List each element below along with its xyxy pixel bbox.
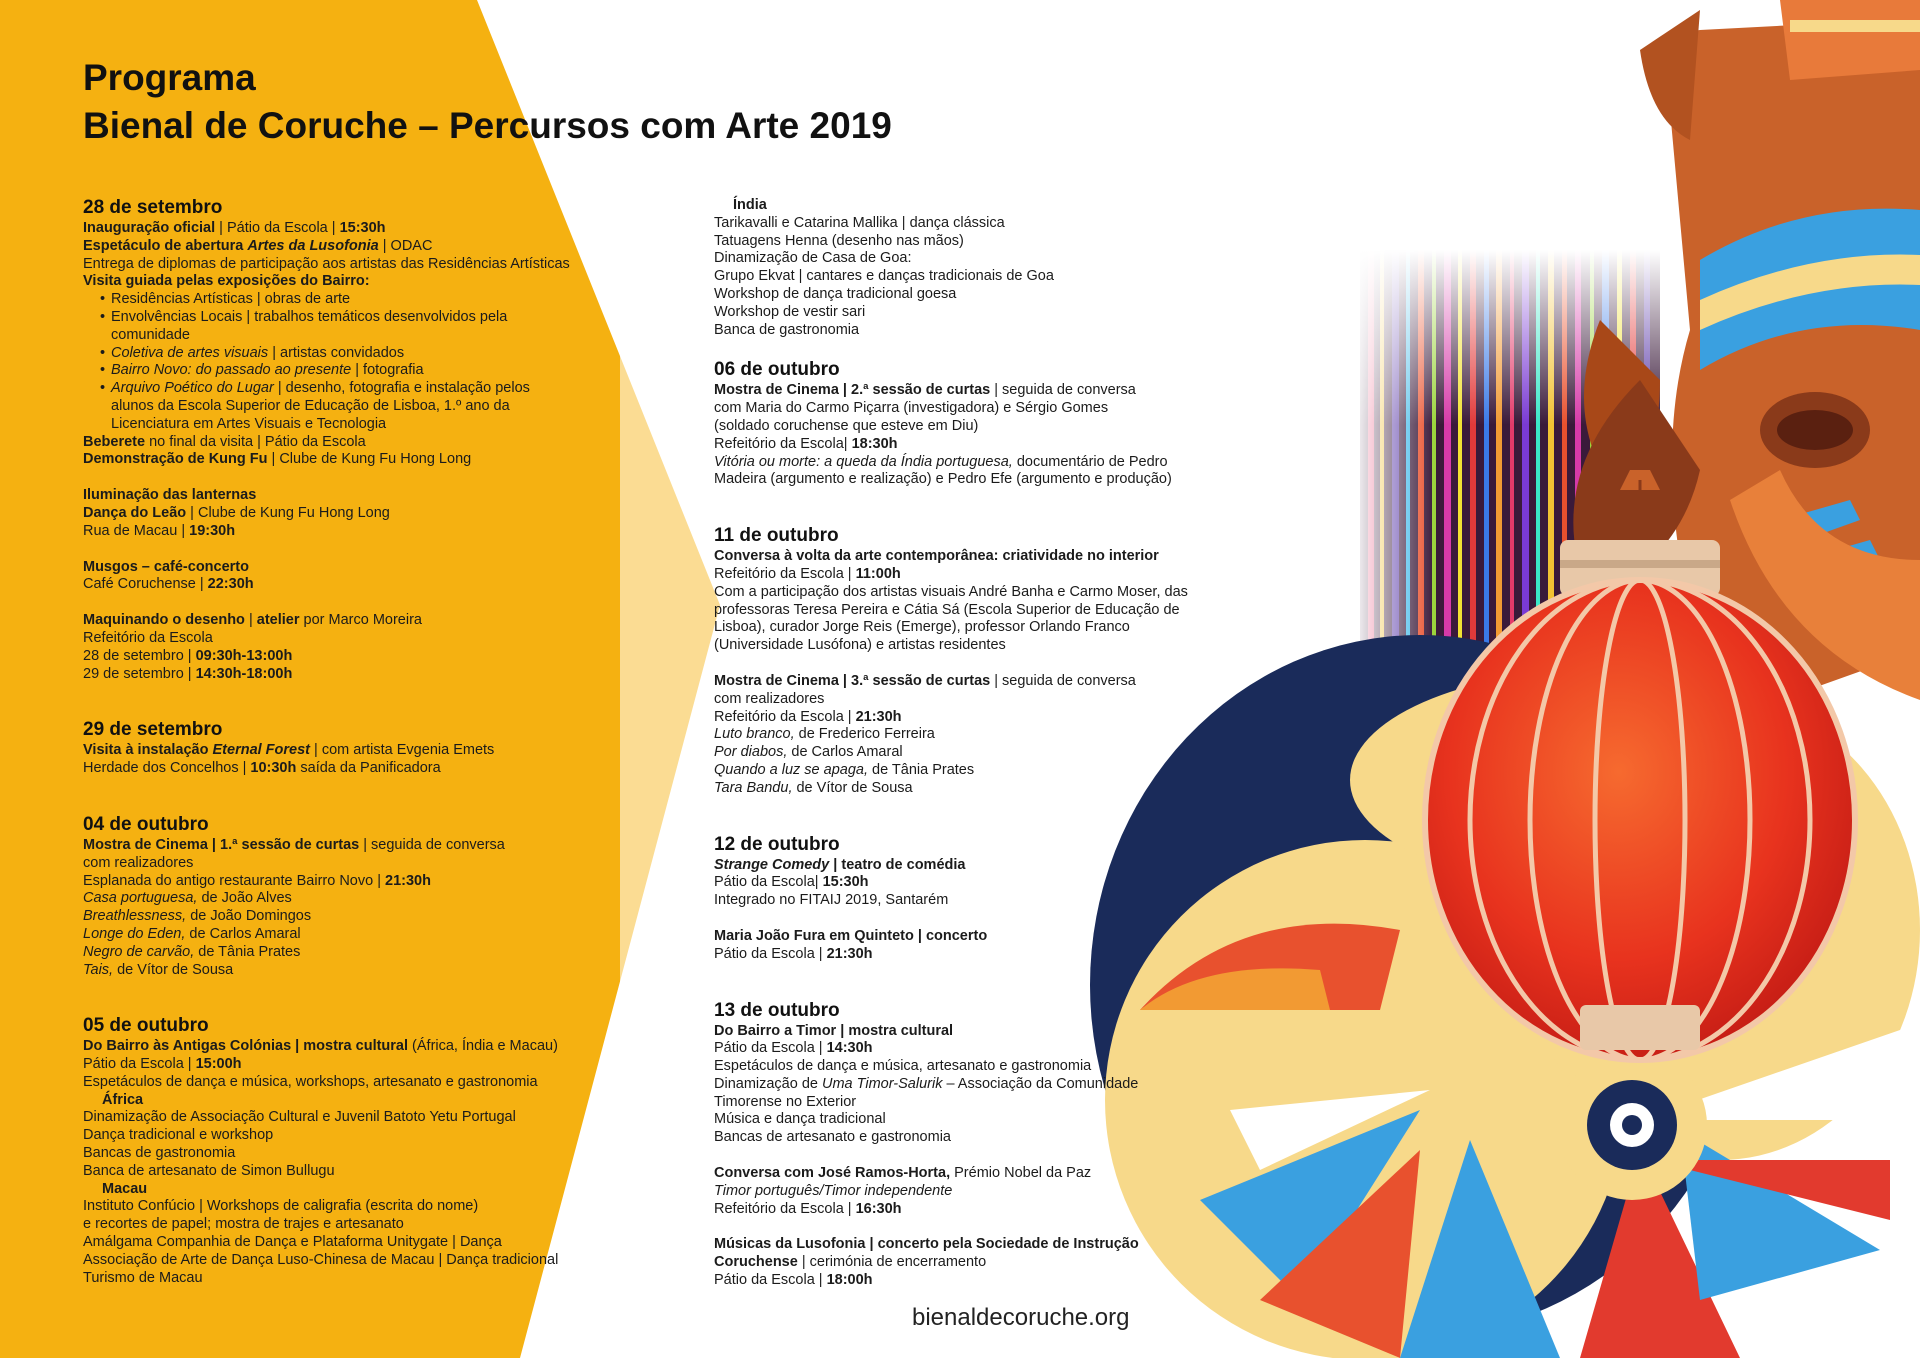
- title-line-1: Programa: [83, 57, 256, 98]
- film-title: Por diabos,: [714, 744, 788, 761]
- event-line: Tarikavalli e Catarina Mallika | dança clássica: [714, 214, 1005, 231]
- separator: |: [838, 382, 852, 399]
- event-name: Do Bairro às Antigas Colónias: [83, 1038, 292, 1055]
- separator: |: [814, 1040, 827, 1057]
- event-line: Workshop de vestir sari: [714, 303, 866, 320]
- film-title: Longe do Eden,: [83, 925, 186, 942]
- subsection-heading: África: [102, 1091, 144, 1108]
- event-detail: seguida de conversa: [1002, 382, 1136, 399]
- event-subtitle: 1.ª sessão de curtas: [220, 836, 360, 853]
- separator: |: [252, 291, 265, 308]
- event-line: Visita guiada pelas exposições do Bairro:: [83, 273, 370, 290]
- separator: |: [267, 451, 280, 468]
- film-item: [714, 744, 1214, 762]
- program-column-left: [83, 197, 603, 1287]
- event-detail: com artista Evgenia Emets: [321, 742, 495, 759]
- event-name: Músicas da Lusofonia: [714, 1236, 866, 1253]
- event-line: [714, 1201, 1214, 1219]
- day-section-28-setembro: [83, 197, 603, 683]
- event-venue: Refeitório da Escola: [714, 708, 844, 725]
- event-line: [83, 523, 603, 541]
- day-section-13-outubro: [714, 1000, 1214, 1290]
- separator: |: [373, 872, 386, 889]
- event-detail: Coruchense: [714, 1254, 798, 1271]
- event-line: [83, 742, 603, 760]
- event-line: Dinamização de Uma Timor-Salurik – Associação da Comunidade: [714, 1075, 1139, 1092]
- event-name: Mostra de Cinema: [83, 836, 208, 853]
- event-type: concerto: [925, 927, 988, 944]
- event-name: Dança do Leão: [83, 504, 187, 521]
- day-heading: 06 de outubro: [714, 359, 840, 381]
- event-time: 18:00h: [826, 1272, 873, 1289]
- separator: |: [794, 268, 807, 285]
- event-date: 29 de setembro: [83, 665, 184, 682]
- separator: |: [836, 1022, 849, 1039]
- event-name: Mostra de Cinema: [714, 382, 839, 399]
- event-name: Maria João Fura em Quinteto: [714, 927, 914, 944]
- event-line: [83, 612, 603, 630]
- film-title: Breathlessness,: [83, 908, 187, 925]
- separator: |: [990, 382, 1003, 399]
- event-line: [83, 1056, 603, 1074]
- film-title: Tara Bandu,: [714, 779, 793, 796]
- separator: |: [268, 344, 280, 361]
- film-item: [83, 890, 603, 908]
- event-venue: Pátio da Escola: [714, 874, 815, 891]
- bullet-continuation: alunos da Escola Superior de Educação de Lisboa, 1.º ano da: [111, 397, 510, 414]
- film-item: [83, 908, 603, 926]
- separator: |: [327, 220, 340, 236]
- event-detail: no final da visita: [145, 433, 254, 450]
- event-detail: seguida de conversa: [371, 836, 505, 853]
- event-line: Amálgama Companhia de Dança e Plataforma Unitygate | Dança: [83, 1234, 502, 1251]
- separator: |: [913, 927, 926, 944]
- page-title: [83, 54, 892, 150]
- event-line: Com a participação dos artistas visuais André Banha e Carmo Moser, das: [714, 583, 1188, 600]
- film-director: de Vítor de Sousa: [792, 779, 913, 796]
- event-name: Mostra de Cinema: [714, 672, 839, 689]
- separator: |: [195, 1198, 207, 1215]
- event-title: Artes da Lusofonia: [247, 237, 379, 254]
- event-venue: Café Coruchense: [83, 576, 196, 593]
- event-line: Dinamização de Associação Cultural e Juvenil Batoto Yetu Portugal: [83, 1109, 516, 1126]
- film-title: Casa portuguesa,: [83, 890, 198, 907]
- event-line: [714, 382, 1214, 400]
- event-time: 15:00h: [195, 1056, 242, 1073]
- event-line: [83, 666, 603, 684]
- title-line-2: Bienal de Coruche – Percursos com Arte 2019: [83, 105, 892, 146]
- event-name: Visita à instalação: [83, 742, 213, 759]
- event-name: Espetáculo de abertura: [83, 237, 248, 254]
- event-title: Eternal Forest: [212, 742, 310, 759]
- event-detail: por Marco Moreira: [299, 612, 422, 629]
- event-line: [714, 1272, 1214, 1290]
- separator: |: [448, 1234, 460, 1251]
- event-venue: Refeitório da Escola: [714, 1200, 844, 1217]
- event-line: Workshop de dança tradicional goesa: [714, 285, 957, 302]
- film-detail: documentário de Pedro: [1012, 453, 1168, 470]
- event-detail: saída da Panificadora: [296, 760, 441, 777]
- film-title: Negro de carvão,: [83, 943, 195, 960]
- event-line: [714, 709, 1214, 727]
- event-detail: Clube de Kung Fu Hong Long: [279, 451, 472, 468]
- bullet-detail: fotografia: [363, 362, 424, 379]
- event-venue: Refeitório da Escola: [714, 435, 844, 452]
- event-venue: Refeitório da Escola: [714, 565, 844, 582]
- film-director: de Carlos Amaral: [787, 744, 903, 761]
- event-line: Iluminação das lanternas: [83, 487, 257, 504]
- bullet-detail: artistas convidados: [280, 344, 405, 361]
- film-title: Tais,: [83, 961, 114, 978]
- event-type: teatro de comédia: [841, 856, 966, 873]
- separator: |: [829, 856, 842, 873]
- event-venue: Rua de Macau: [83, 522, 178, 539]
- event-detail: Clube de Kung Fu Hong Long: [197, 504, 390, 521]
- separator: |: [865, 1236, 878, 1253]
- event-line: [714, 857, 1214, 875]
- separator: |: [797, 1254, 810, 1271]
- day-section-29-setembro: [83, 719, 603, 778]
- day-heading: 05 de outubro: [83, 1015, 209, 1037]
- separator: |: [238, 760, 251, 777]
- event-line: Refeitório da Escola: [83, 629, 213, 646]
- event-time: 21:30h: [855, 708, 902, 725]
- event-line: [83, 576, 603, 594]
- event-line: [714, 874, 1214, 892]
- day-section-06-outubro: [714, 359, 1214, 489]
- film-title: Luto branco,: [714, 726, 795, 743]
- day-heading: 13 de outubro: [714, 999, 840, 1021]
- bullet-title: Arquivo Poético do Lugar: [111, 380, 274, 397]
- separator: |: [253, 433, 265, 450]
- event-line: [714, 1040, 1214, 1058]
- separator: |: [291, 1038, 304, 1055]
- event-line: Timorense no Exterior: [714, 1093, 857, 1110]
- event-line: Dança tradicional e workshop: [83, 1127, 274, 1144]
- event-name: Conversa com José Ramos-Horta,: [714, 1165, 951, 1182]
- bullet-item: [83, 309, 603, 327]
- event-venue: Herdade dos Concelhos: [83, 760, 239, 777]
- event-line: [714, 946, 1214, 964]
- organization-name: Uma Timor-Salurik: [822, 1075, 943, 1092]
- event-time: 16:30h: [855, 1200, 902, 1217]
- film-director: de Tânia Prates: [194, 943, 301, 960]
- event-line: Espetáculos de dança e música, workshops, artesanato e gastronomia: [83, 1073, 538, 1090]
- day-heading: 28 de setembro: [83, 197, 223, 218]
- bullet-item: [83, 345, 603, 363]
- separator: |: [359, 836, 372, 853]
- event-line: [714, 566, 1214, 584]
- bullet-continuation: Licenciatura em Artes Visuais e Tecnologia: [111, 415, 387, 432]
- event-name: Maquinando o desenho: [83, 612, 245, 629]
- event-line: [83, 451, 603, 469]
- section-india: [714, 197, 1214, 339]
- film-title: Quando a luz se apaga,: [714, 761, 868, 778]
- event-line: [83, 873, 603, 891]
- event-line: com realizadores: [714, 690, 825, 707]
- event-line: [83, 1038, 603, 1056]
- separator: |: [814, 874, 823, 891]
- event-line: (soldado coruchense que esteve em Diu): [714, 417, 979, 434]
- event-time: 19:30h: [189, 522, 236, 539]
- event-venue: Pátio da Escola: [83, 1056, 184, 1073]
- bullet-item: [83, 291, 603, 309]
- separator: |: [244, 612, 257, 629]
- event-time: 14:30h: [826, 1040, 873, 1057]
- bullet-item: [83, 380, 603, 398]
- separator: |: [378, 237, 391, 254]
- day-heading: 04 de outubro: [83, 813, 209, 835]
- event-line: [83, 837, 603, 855]
- separator: |: [838, 672, 852, 689]
- event-venue: Pátio da Escola: [714, 945, 815, 962]
- event-time: 15:30h: [339, 220, 386, 236]
- event-name: Beberete: [83, 433, 146, 450]
- event-line: Espetáculos de dança e música, artesanato e gastronomia: [714, 1058, 1092, 1075]
- film-director: de Tânia Prates: [867, 761, 975, 778]
- event-detail: (África, Índia e Macau): [408, 1038, 558, 1055]
- separator: |: [186, 504, 198, 521]
- film-director: de João Alves: [197, 890, 292, 907]
- event-line: [714, 1023, 1214, 1041]
- event-time: 21:30h: [385, 872, 431, 889]
- event-line: Entrega de diplomas de participação aos artistas das Residências Artísticas: [83, 255, 570, 272]
- event-line: Tatuagens Henna (desenho nas mãos): [714, 232, 964, 249]
- event-line: Lisboa), curador Jorge Reis (Emerge), professor Orlando Franco: [714, 619, 1130, 636]
- event-date: 28 de setembro: [83, 647, 184, 664]
- separator: |: [215, 220, 227, 236]
- event-venue: Pátio da Escola: [714, 1040, 815, 1057]
- bullet-title: Bairro Novo: do passado ao presente: [111, 362, 352, 379]
- event-line: com Maria do Carmo Piçarra (investigadora) e Sérgio Gomes: [714, 400, 1109, 417]
- event-line: [714, 928, 1214, 946]
- separator: |: [843, 435, 852, 452]
- film-director: de João Domingos: [186, 908, 312, 925]
- event-line: Timor português/Timor independente: [714, 1182, 953, 1199]
- event-line: [714, 1236, 1214, 1254]
- day-heading: 11 de outubro: [714, 525, 839, 547]
- event-line: [714, 673, 1214, 691]
- separator: |: [351, 362, 364, 379]
- day-heading: 12 de outubro: [714, 833, 840, 855]
- bullet-text: Envolvências Locais: [111, 308, 243, 325]
- event-line: e recortes de papel; mostra de trajes e artesanato: [83, 1216, 404, 1233]
- film-title: Vitória ou morte: a queda da Índia portuguesa,: [714, 453, 1013, 470]
- event-time: 09:30h-13:00h: [195, 647, 293, 664]
- event-line: [714, 1254, 1214, 1272]
- event-venue: Pátio da Escola: [226, 220, 328, 236]
- event-line: Madeira (argumento e realização) e Pedro Efe (argumento e produção): [714, 471, 1172, 488]
- event-line: [714, 454, 1214, 472]
- event-title: Strange Comedy: [714, 856, 830, 873]
- event-line: Conversa à volta da arte contemporânea: criatividade no interior: [714, 548, 1159, 565]
- event-type: mostra cultural: [303, 1038, 409, 1055]
- event-time: 22:30h: [207, 576, 254, 593]
- film-item: [714, 726, 1214, 744]
- event-line: Instituto Confúcio | Workshops de caligrafia (escrita do nome): [83, 1198, 479, 1215]
- bullet-detail: trabalhos temáticos desenvolvidos pela: [254, 308, 508, 325]
- event-type: atelier: [256, 612, 300, 629]
- event-line: Turismo de Macau: [83, 1269, 203, 1286]
- program-column-right: [714, 197, 1214, 1290]
- event-venue: Pátio da Escola: [264, 433, 366, 450]
- event-name: Demonstração de Kung Fu: [83, 451, 268, 468]
- bullet-item: [83, 362, 603, 380]
- event-line: Grupo Ekvat | cantares e danças tradicionais de Goa: [714, 268, 1054, 285]
- event-line: [83, 238, 603, 256]
- event-line: Música e dança tradicional: [714, 1111, 886, 1128]
- film-item: [714, 762, 1214, 780]
- film-item: [714, 780, 1214, 798]
- separator: |: [273, 380, 286, 397]
- event-time: 10:30h: [250, 760, 297, 777]
- event-line: Banca de gastronomia: [714, 321, 860, 338]
- separator: |: [207, 836, 221, 853]
- separator: |: [195, 576, 208, 593]
- subsection-heading: Macau: [102, 1180, 148, 1197]
- film-item: [83, 944, 603, 962]
- event-time: 11:00h: [855, 565, 901, 582]
- day-section-11-outubro: [714, 525, 1214, 797]
- separator: |: [897, 214, 910, 231]
- separator: |: [843, 708, 856, 725]
- event-line: [714, 1165, 1214, 1183]
- event-line: Integrado no FITAIJ 2019, Santarém: [714, 892, 949, 909]
- event-time: 18:30h: [851, 435, 898, 452]
- separator: |: [242, 308, 255, 325]
- event-venue: Pátio da Escola: [714, 1272, 815, 1289]
- separator: |: [843, 565, 856, 582]
- separator: |: [814, 945, 827, 962]
- event-venue: Esplanada do antigo restaurante Bairro Novo: [83, 872, 374, 889]
- separator: |: [183, 665, 196, 682]
- event-detail: seguida de conversa: [1002, 672, 1136, 689]
- subsection-heading: Índia: [733, 197, 767, 213]
- event-line: [714, 436, 1214, 454]
- separator: |: [843, 1200, 856, 1217]
- separator: |: [434, 1251, 447, 1268]
- separator: |: [183, 1056, 196, 1073]
- day-section-05-outubro: [83, 1015, 603, 1287]
- event-line: [83, 505, 603, 523]
- event-line: Bancas de artesanato e gastronomia: [714, 1129, 951, 1146]
- bullet-detail: desenho, fotografia e instalação pelos: [285, 380, 530, 397]
- event-time: 21:30h: [826, 945, 873, 962]
- event-line: [83, 434, 603, 452]
- event-detail: cerimónia de encerramento: [809, 1254, 987, 1271]
- separator: |: [814, 1272, 827, 1289]
- event-line: (Universidade Lusófona) e artistas residentes: [714, 637, 1006, 654]
- event-line: Bancas de gastronomia: [83, 1145, 236, 1162]
- website-link[interactable]: bienaldecoruche.org: [912, 1304, 1130, 1331]
- event-line: Banca de artesanato de Simon Bullugu: [83, 1162, 335, 1179]
- event-line: com realizadores: [83, 854, 194, 871]
- film-item: [83, 962, 603, 980]
- bullet-text: Residências Artísticas: [111, 291, 253, 308]
- day-section-12-outubro: [714, 834, 1214, 964]
- event-line: Dinamização de Casa de Goa:: [714, 250, 912, 267]
- event-line: Associação de Arte de Dança Luso-Chinesa de Macau | Dança tradicional: [83, 1251, 559, 1268]
- event-subtitle: 3.ª sessão de curtas: [851, 672, 991, 689]
- event-time: 14:30h-18:00h: [195, 665, 293, 682]
- event-type: mostra cultural: [848, 1022, 954, 1039]
- separator: |: [310, 742, 322, 759]
- day-section-04-outubro: [83, 814, 603, 979]
- event-line: [83, 760, 603, 778]
- event-detail: Prémio Nobel da Paz: [950, 1165, 1092, 1182]
- bullet-detail: obras de arte: [264, 291, 351, 308]
- event-name: Do Bairro a Timor: [714, 1022, 837, 1039]
- film-director: de Vítor de Sousa: [113, 961, 234, 978]
- film-item: [83, 926, 603, 944]
- separator: |: [990, 672, 1003, 689]
- separator: |: [183, 647, 196, 664]
- event-subtitle: 2.ª sessão de curtas: [851, 382, 991, 399]
- film-director: de Frederico Ferreira: [794, 726, 935, 743]
- event-detail: ODAC: [390, 237, 433, 254]
- separator: |: [177, 522, 190, 539]
- film-director: de Carlos Amaral: [185, 925, 301, 942]
- bullet-continuation: comunidade: [111, 326, 190, 343]
- event-time: 15:30h: [822, 874, 869, 891]
- event-detail: concerto pela Sociedade de Instrução: [877, 1236, 1139, 1253]
- event-line: [83, 220, 603, 238]
- day-heading: 29 de setembro: [83, 719, 223, 741]
- event-line: professoras Teresa Pereira e Cátia Sá (Escola Superior de Educação de: [714, 601, 1180, 618]
- bullet-title: Coletiva de artes visuais: [111, 344, 269, 361]
- event-line: Musgos – café-concerto: [83, 558, 249, 575]
- event-name: Inauguração oficial: [83, 220, 216, 236]
- event-line: [83, 648, 603, 666]
